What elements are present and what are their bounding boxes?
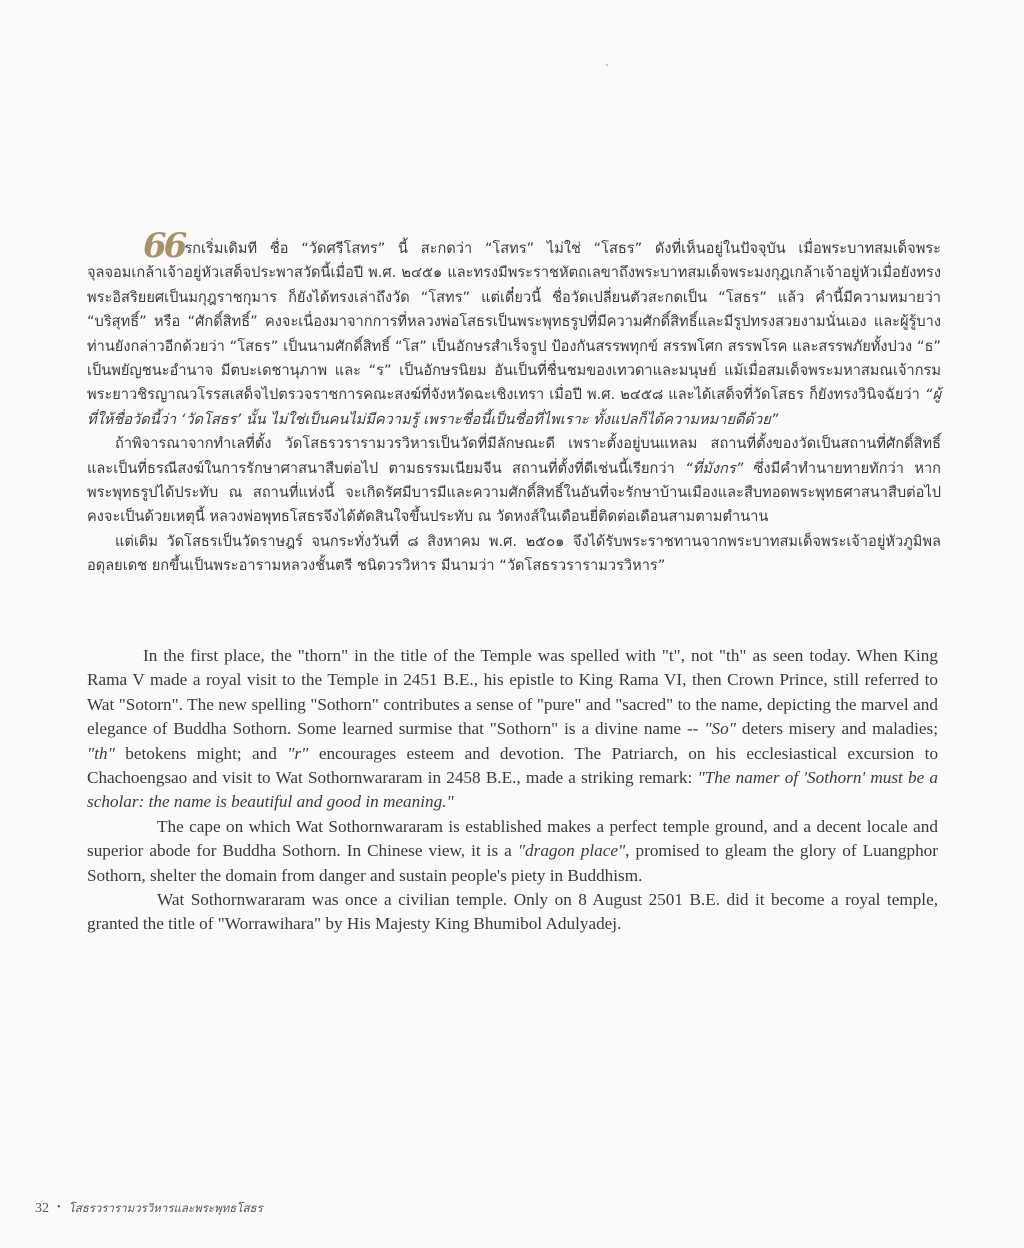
page-footer xyxy=(35,1200,263,1218)
english-p1-r: "r" xyxy=(287,743,309,763)
english-dragon-place: "dragon place" xyxy=(517,841,626,861)
footer-separator: • xyxy=(57,1202,61,1213)
thai-patriarch-quote: “ผู้ที่ให้ชื่อวัดนี้ว่า ‘วัดโสธร’ นั้น ไม่ใช่เป็นคนไม่มีความรู้ เพราะชื่อนี้เป็นชื่อที่ไพเราะ ทั้งแปลก็ได้ความหมายดีด้วย” xyxy=(87,386,942,428)
thai-paragraph-1-text: รกเริ่มเดิมที ชื่อ “วัดศรีโสทร” นี้ สะกดว่า “โสทร” ไม่ใช่ “โสธร” ดังที่เห็นอยู่ในปัจจุบัน เมื่อพระบาทสมเด็จพระจุลจอมเกล้าเจ้าอยู่หัวเสด็จประพาสวัดนี้เมื่อปี พ.ศ. ๒๔๕๑ และทรงมีพระราชหัตถเลขาถึงพระบาทสมเด็จพระมงกุฎเกล้าเจ้าอยู่หัวเมื่อยังทรงพระอิสริยยศเป็นมกุฎราชกุมาร ก็ยังได้ทรงเล่าถึงวัด “โสทร” แต่เดี๋ยวนี้ ชื่อวัดเปลี่ยนตัวสะกดเป็น “โสธร” แล้ว คำนี้มีความหมายว่า “บริสุทธิ์” หรือ “ศักดิ์สิทธิ์” คงจะเนื่องมาจากการที่หลวงพ่อโสธรเป็นพระพุทธรูปที่มีความศักดิ์สิทธิ์และมีรูปทรงสวยงามนั่นเอง และผู้รู้บางท่านยังกล่าวอีกด้วยว่า “โสธร” เป็นนามศักดิ์สิทธิ์ “โส” เป็นอักษรสำเร็จรูป ป้องกันสรรพทุกข์ สรรพโศก สรรพโรค และสรรพภัยทั้งปวง “ธ” เป็นพยัญชนะอำนาจ มีตบะเดชานุภาพ และ “ร” เป็นอักษรนิยม อันเป็นที่ชื่นชมของเทวดาและมนุษย์ แม้เมื่อสมเด็จพระมหาสมณเจ้ากรมพระยาวชิรญาณวโรรสเสด็จไปตรวจราชการคณะสงฆ์ที่จังหวัดฉะเชิงเทรา เมื่อปี พ.ศ. ๒๔๕๘ และได้เสด็จที่วัดโสธร ก็ยังทรงวินิจฉัยว่า xyxy=(87,240,941,404)
english-paragraph-1 xyxy=(87,644,938,815)
opening-quote-mark: 66 xyxy=(143,226,185,266)
thai-paragraph-1 xyxy=(87,226,942,432)
english-patriarch-quote: "The namer of 'Sothorn' must be a scholar: the name is beautiful and good in meaning." xyxy=(87,768,938,812)
thai-paragraph-2-end: ซึ่งมีคำทำนายทายทักว่า หากพระพุทธรูปได้ประทับ ณ สถานที่แห่งนี้ จะเกิดรัศมีบารมีและความศักดิ์สิทธิ์ในอันที่จะรักษาบ้านเมืองและสืบทอดพระพุทธศาสนาสืบต่อไป คงจะเป็นด้วยเหตุนี้ หลวงพ่อพุทธโสธรจึงได้ตัดสินใจขึ้นประทับ ณ วัดหงส์ในเดือนยี่ติดต่อเดือนสามตามตำนาน xyxy=(87,459,941,526)
english-p1-th: "th" xyxy=(87,743,115,763)
english-p2-part-a: The cape on which Wat Sothornwararam is established makes a perfect temple ground, and a decent locale and superior abode for Buddha Sothorn. In Chinese view, it is a xyxy=(87,816,938,861)
english-p1-part-d: encourages esteem and devotion. The Patriarch, on his ecclesiastical excursion to Chachoengsao and visit to Wat Sothornwararam in 2458 B.E., made a striking remark: xyxy=(87,743,939,788)
thai-paragraph-2-text: ถ้าพิจารณาจากทำเลที่ตั้ง วัดโสธรวรารามวรวิหารเป็นวัดที่มีลักษณะดี เพราะตั้งอยู่บนแหลม สถานที่ตั้งของวัดเป็นสถานที่ศักดิ์สิทธิ์และเป็นที่ธรณีสงฆ์ในการรักษาศาสนาสืบต่อไป ตามธรรมเนียมจีน สถานที่ตั้งที่ดีเช่นนี้เรียกว่า xyxy=(87,435,941,477)
english-p2-part-b: , promised to gleam the glory of Luangphor Sothorn, shelter the domain from danger and sustain people's piety in Buddhism. xyxy=(87,841,938,885)
english-p1-so: "So" xyxy=(704,719,736,739)
english-p1-part-a: In the first place, the "thorn" in the title of the Temple was spelled with "t", not "th" as seen today. When King Rama V made a royal visit to the Temple in 2451 B.E., his epistle to King Rama VI, then Crown Prince, still referred to Wat "Sotorn". The new spelling "Sothorn" contributes a sense of "pure" and "sacred" to the name, depicting the marvel and elegance of Buddha Sothorn. Some learned surmise that "Sothorn" is a divine name -- xyxy=(87,646,938,739)
english-paragraph-3 xyxy=(87,888,938,937)
english-p1-part-b: deters misery and maladies; xyxy=(741,719,939,739)
english-text-section xyxy=(87,644,938,937)
scan-speck xyxy=(606,64,608,66)
english-p1-part-c: betokens might; and xyxy=(125,743,277,763)
thai-paragraph-2 xyxy=(87,432,941,530)
thai-text-section xyxy=(87,226,942,579)
book-title: โสธรวรารามวรวิหารและพระพุทธโสธร xyxy=(68,1201,263,1215)
thai-paragraph-3-text: แต่เดิม วัดโสธรเป็นวัดราษฎร์ จนกระทั่งวันที่ ๘ สิงหาคม พ.ศ. ๒๕๐๑ จึงได้รับพระราชทานจากพระบาทสมเด็จพระเจ้าอยู่หัวภูมิพลอดุลยเดช ยกขึ้นเป็นพระอารามหลวงชั้นตรี ชนิดวรวิหาร มีนามว่า “วัดโสธรวรารามวรวิหาร” xyxy=(87,532,941,575)
thai-dragon-place: “ที่มังกร” xyxy=(685,459,744,477)
page-number: 32 xyxy=(35,1201,49,1216)
english-paragraph-2 xyxy=(87,815,938,888)
thai-paragraph-3 xyxy=(87,530,941,579)
english-p3-text: Wat Sothornwararam was once a civilian temple. Only on 8 August 2501 B.E. did it become a royal temple, granted the title of "Worrawihara" by His Majesty King Bhumibol Adulyadej. xyxy=(87,890,938,934)
